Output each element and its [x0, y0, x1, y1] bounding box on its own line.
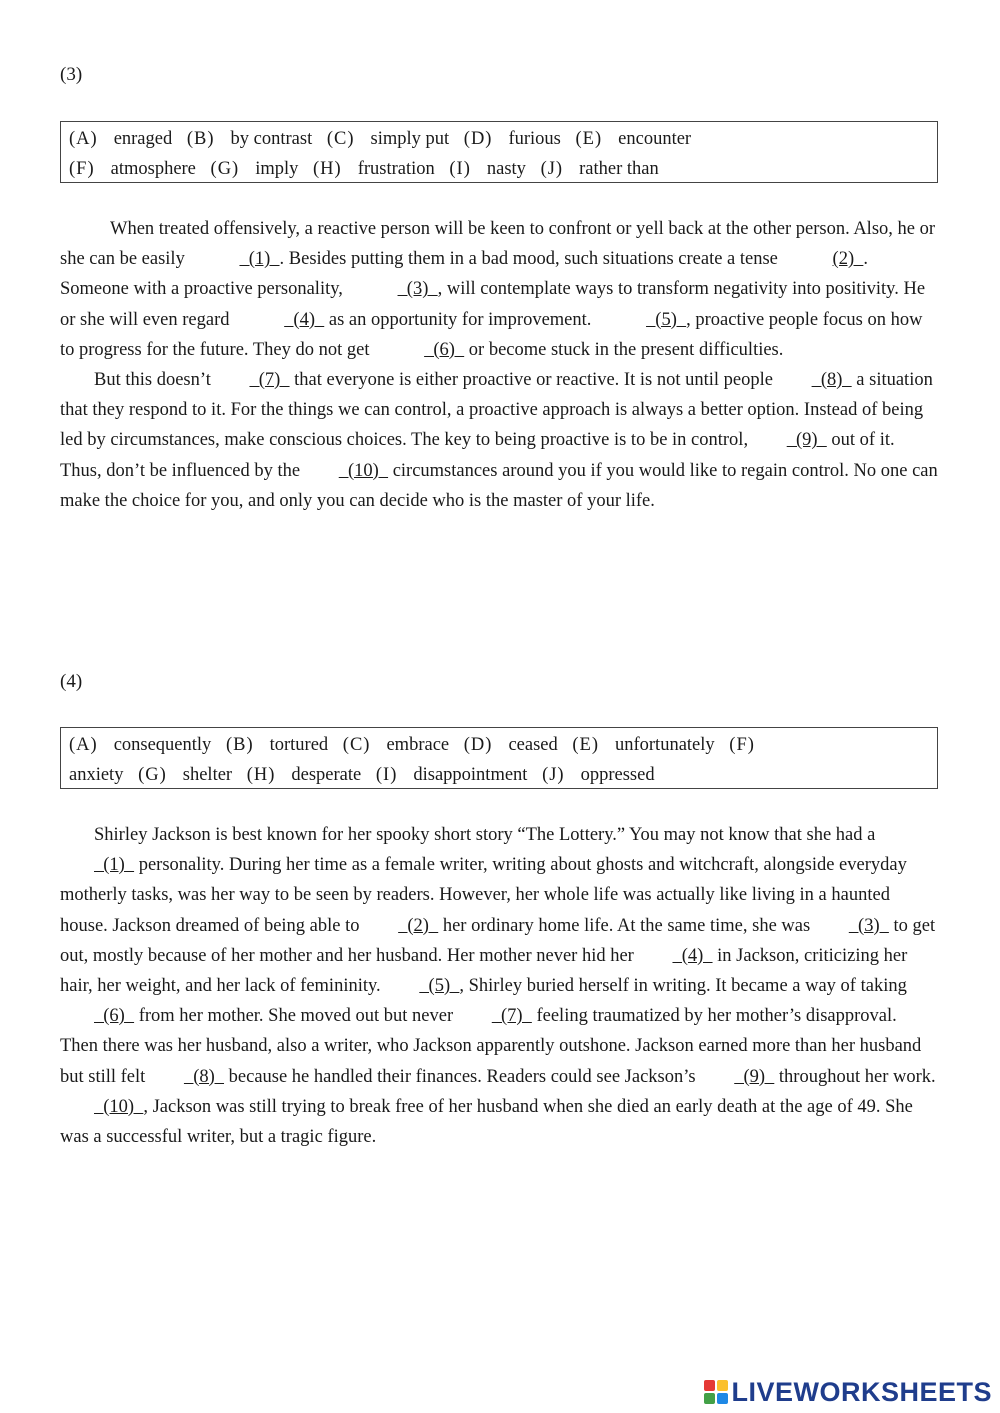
- answer-blank-8[interactable]: (8): [811, 370, 852, 391]
- word-option: (H) frustration: [313, 159, 435, 179]
- word-bank-row: [69, 760, 937, 790]
- passage-4: [60, 820, 938, 1152]
- answer-blank-5[interactable]: (5): [419, 976, 460, 997]
- answer-blank-10[interactable]: (10): [94, 1096, 144, 1117]
- word-option: (I) nasty: [449, 159, 526, 179]
- answer-blank-10[interactable]: (10): [338, 460, 389, 481]
- word-option: (E) unfortunately: [572, 735, 715, 755]
- word-option: (B) tortured: [225, 735, 329, 755]
- answer-blank-6[interactable]: (6): [94, 1006, 135, 1027]
- answer-blank-9[interactable]: (9): [786, 430, 827, 451]
- word-bank-row: [69, 730, 937, 760]
- word-option: (F): [729, 735, 755, 755]
- answer-blank-8[interactable]: (8): [183, 1066, 225, 1087]
- word-option: (B) by contrast: [186, 129, 313, 149]
- word-option: (I) disappointment: [375, 765, 528, 785]
- paragraph: But this doesn’t (7) that everyone is either proactive or reactive. It is not until people (8) a situation that they respond to it. For the things we can control, a proactive approach is always a better option. Instead of being led by circumstances, make conscious choices. The key to being proactive is to be in control, (9) out of it. Thus, don’t be influenced by the (10) circumstances around you if you would like to regain control. No one can make the choice for you, and only you can decide who is the master of your life.: [60, 365, 938, 516]
- word-option: anxiety: [69, 765, 124, 785]
- answer-blank-1[interactable]: (1): [239, 249, 280, 270]
- answer-blank-4[interactable]: (4): [284, 309, 325, 330]
- word-option: (D) furious: [463, 129, 561, 149]
- word-option: (E) encounter: [575, 129, 692, 149]
- word-bank-3: [60, 121, 938, 183]
- section-4-label: (4): [60, 671, 83, 692]
- word-option: (J) rather than: [540, 159, 659, 179]
- answer-blank-3[interactable]: (3): [848, 915, 889, 936]
- logo-text: LIVEWORKSHEETS: [731, 1376, 992, 1407]
- answer-blank-3[interactable]: (3): [397, 279, 438, 300]
- paragraph: When treated offensively, a reactive person will be keen to confront or yell back at the other person. Also, he or she can be easily (1) . Besides putting them in a bad mood, such situations create a tense (2) . Someone with a proactive personality, (3) , will contemplate ways to transform negativity into positivity. He or she will even regard (4) as an opportunity for improvement. (5) , proactive people focus on how to progress for the future. They do not get (6) or become stuck in the present difficulties.: [60, 214, 938, 365]
- word-bank-row: [69, 154, 937, 184]
- word-option: (C) simply put: [326, 129, 450, 149]
- answer-blank-2[interactable]: (2): [832, 249, 864, 270]
- liveworksheets-logo: [703, 1377, 992, 1407]
- word-option: (C) embrace: [342, 735, 450, 755]
- word-option: (A) enraged: [69, 129, 173, 149]
- answer-blank-7[interactable]: (7): [249, 370, 290, 391]
- word-option: (G) imply: [210, 159, 299, 179]
- passage-3: [60, 214, 938, 516]
- answer-blank-5[interactable]: (5): [646, 309, 687, 330]
- word-bank-row: [69, 124, 937, 154]
- word-option: (D) ceased: [463, 735, 558, 755]
- word-option: (F) atmosphere: [69, 159, 196, 179]
- paragraph: Shirley Jackson is best known for her spooky short story “The Lottery.” You may not know that she had a (1) personality. During her time as a female writer, writing about ghosts and witchcraft, alongside everyday motherly tasks, was her way to be seen by readers. However, her whole life was actually like living in a haunted house. Jackson dreamed of being able to (2) her ordinary home life. At the same time, she was (3) to get out, mostly because of her mother and her husband. Her mother never hid her (4) in Jackson, criticizing her hair, her weight, and her lack of femininity. (5) , Shirley buried herself in writing. It became a way of taking (6) from her mother. She moved out but never (7) feeling traumatized by her mother’s disapproval. Then there was her husband, also a writer, who Jackson apparently outshone. Jackson earned more than her husband but still felt (8) because he handled their finances. Readers could see Jackson’s (9) throughout her work. (10) , Jackson was still trying to break free of her husband when she died an early death at the age of 49. She was a successful writer, but a tragic figure.: [60, 825, 936, 1148]
- section-3-label: (3): [60, 64, 83, 85]
- answer-blank-6[interactable]: (6): [424, 339, 465, 360]
- word-bank-4: [60, 727, 938, 789]
- answer-blank-1[interactable]: (1): [94, 855, 135, 876]
- word-option: (J) oppressed: [542, 765, 655, 785]
- liveworksheets-logo-icon: [703, 1379, 729, 1405]
- answer-blank-9[interactable]: (9): [734, 1066, 775, 1087]
- answer-blank-4[interactable]: (4): [672, 945, 713, 966]
- word-option: (A) consequently: [69, 735, 212, 755]
- answer-blank-7[interactable]: (7): [491, 1006, 532, 1027]
- word-option: (G) shelter: [138, 765, 233, 785]
- answer-blank-2[interactable]: (2): [398, 915, 439, 936]
- word-option: (H) desperate: [246, 765, 362, 785]
